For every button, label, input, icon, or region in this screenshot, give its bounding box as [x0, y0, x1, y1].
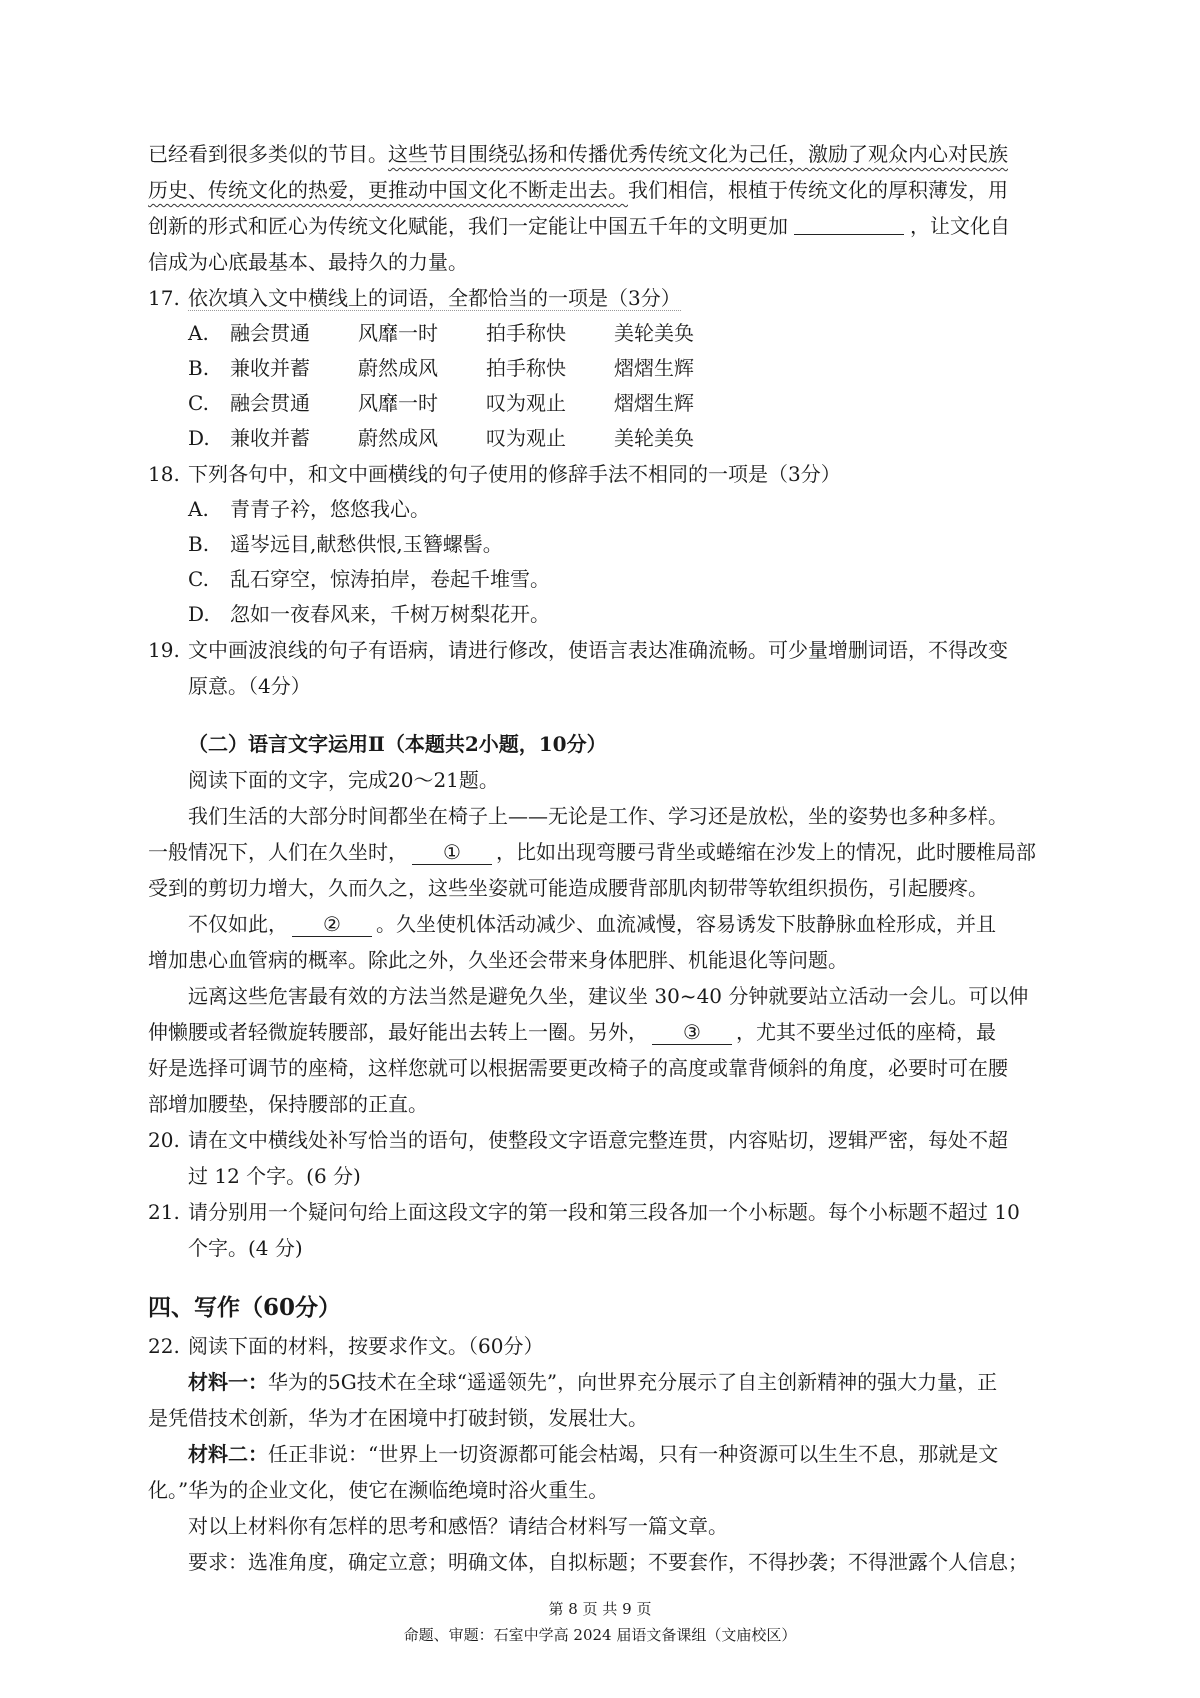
material-2-line2: 化。”华为的企业文化，使它在濒临绝境时浴火重生。 — [148, 1478, 609, 1502]
q17-option-a[interactable]: A. 融会贯通 风靡一时 拍手称快 美轮美奂 — [188, 321, 694, 345]
question-text: 文中画波浪线的句子有语病，请进行修改，使语言表达准确流畅。可少量增删词语，不得改变 — [188, 638, 1008, 662]
q18-option-a[interactable]: A. 青青子衿，悠悠我心。 — [188, 497, 430, 521]
material-label: 材料二： — [188, 1442, 268, 1466]
exam-page — [148, 136, 1063, 1580]
passage-p1-line1: 我们生活的大部分时间都坐在椅子上——无论是工作、学习还是放松，坐的姿势也多种多样。 — [188, 804, 1008, 828]
question-21 — [148, 1194, 1063, 1230]
blank-3[interactable]: ③ — [652, 1020, 732, 1045]
question-text: 下列各句中，和文中画横线的句子使用的修辞手法不相同的一项是（3分） — [188, 462, 841, 486]
wavy-sentence: 这些节目围绕弘扬和传播优秀传统文化为己任，激励了观众内心对民族 — [388, 142, 1008, 166]
question-number: 22. — [148, 1334, 180, 1358]
q17-option-d[interactable]: D. 兼收并蓄 蔚然成风 叹为观止 美轮美奂 — [188, 426, 694, 450]
q17-option-c[interactable]: C. 融会贯通 风靡一时 叹为观止 熠熠生辉 — [188, 391, 694, 415]
material-label: 材料一： — [188, 1370, 268, 1394]
question-21-cont: 个字。(4 分) — [188, 1236, 303, 1260]
blank-2[interactable]: ② — [292, 912, 372, 937]
passage-p3-line4: 部增加腰垫，保持腰部的正直。 — [148, 1092, 428, 1116]
intro-line-4: 信成为心底最基本、最持久的力量。 — [148, 250, 468, 274]
passage-p3-line1: 远离这些危害最有效的方法当然是避免久坐，建议坐 30~40 分钟就要站立活动一会儿。可以伸 — [188, 984, 1029, 1008]
footer-credit: 命题、审题：石室中学高 2024 届语文备课组（文庙校区） — [403, 1626, 797, 1644]
intro-line-1: 已经看到很多类似的节目。这些节目围绕弘扬和传播优秀传统文化为己任，激励了观众内心对民族 — [148, 142, 1008, 166]
q18-option-b[interactable]: B. 遥岑远目,献愁供恨,玉簪螺髻。 — [188, 532, 503, 556]
page-number: 第 8 页 共 9 页 — [548, 1600, 652, 1618]
material-2-line1: 材料二：任正非说：“世界上一切资源都可能会枯竭，只有一种资源可以生生不息，那就是文 — [188, 1442, 999, 1466]
question-19-cont: 原意。（4分） — [188, 674, 311, 698]
question-19 — [148, 632, 1063, 668]
question-22 — [148, 1328, 1063, 1364]
question-number: 21. — [148, 1200, 180, 1224]
passage-p3-line3: 好是选择可调节的座椅，这样您就可以根据需要更改椅子的高度或靠背倾斜的角度，必要时可在腰 — [148, 1056, 1008, 1080]
question-18 — [148, 456, 1063, 492]
answer-blank[interactable] — [794, 212, 904, 235]
question-number: 18. — [148, 462, 180, 486]
question-number: 17. — [148, 286, 180, 310]
writing-requirements: 要求：选准角度，确定立意；明确文体，自拟标题；不要套作，不得抄袭；不得泄露个人信息； — [188, 1550, 1028, 1574]
section-instruction: 阅读下面的文字，完成20～21题。 — [188, 768, 499, 792]
passage-p1-line3: 受到的剪切力增大，久而久之，这些坐姿就可能造成腰背部肌肉韧带等软组织损伤，引起腰疼。 — [148, 876, 988, 900]
material-1-line2: 是凭借技术创新，华为才在困境中打破封锁，发展壮大。 — [148, 1406, 648, 1430]
writing-prompt: 对以上材料你有怎样的思考和感悟？请结合材料写一篇文章。 — [188, 1514, 728, 1538]
question-text: 请在文中横线处补写恰当的语句，使整段文字语意完整连贯，内容贴切，逻辑严密，每处不超 — [188, 1128, 1008, 1152]
passage-p2-line2: 增加患心血管病的概率。除此之外，久坐还会带来身体肥胖、机能退化等问题。 — [148, 948, 848, 972]
question-text: 阅读下面的材料，按要求作文。（60分） — [188, 1334, 544, 1358]
passage-p1-line2: 一般情况下，人们在久坐时， ① ，比如出现弯腰弓背坐或蜷缩在沙发上的情况，此时腰椎局部 — [148, 840, 1036, 864]
q17-option-b[interactable]: B. 兼收并蓄 蔚然成风 拍手称快 熠熠生辉 — [188, 356, 694, 380]
section-title: （二）语言文字运用Ⅱ（本题共2小题，10分） — [188, 732, 607, 756]
material-1-line1: 材料一：华为的5G技术在全球“遥遥领先”，向世界充分展示了自主创新精神的强大力量，正 — [188, 1370, 998, 1394]
blank-1[interactable]: ① — [412, 840, 492, 865]
question-text: 请分别用一个疑问句给上面这段文字的第一段和第三段各加一个小标题。每个小标题不超过 10 — [188, 1200, 1020, 1224]
question-number: 20. — [148, 1128, 180, 1152]
question-text: 依次填入文中横线上的词语，全都恰当的一项是（3分） — [188, 286, 681, 310]
part-heading: 四、写作（60分） — [148, 1294, 342, 1321]
intro-line-2: 历史、传统文化的热爱，更推动中国文化不断走出去。我们相信，根植于传统文化的厚积薄发，用 — [148, 178, 1008, 202]
question-number: 19. — [148, 638, 180, 662]
wavy-sentence-end: 历史、传统文化的热爱，更推动中国文化不断走出去。 — [148, 178, 628, 202]
passage-p3-line2: 伸懒腰或者轻微旋转腰部，最好能出去转上一圈。另外， ③ ，尤其不要坐过低的座椅，最 — [148, 1020, 996, 1044]
question-17 — [148, 280, 1063, 316]
q18-option-d[interactable]: D. 忽如一夜春风来，千树万树梨花开。 — [188, 602, 550, 626]
intro-line-3: 创新的形式和匠心为传统文化赋能，我们一定能让中国五千年的文明更加 ，让文化自 — [148, 214, 1010, 238]
question-20-cont: 过 12 个字。(6 分) — [188, 1164, 361, 1188]
passage-p2-line1: 不仅如此， ② 。久坐使机体活动减少、血流减慢，容易诱发下肢静脉血栓形成，并且 — [188, 912, 996, 936]
q18-option-c[interactable]: C. 乱石穿空，惊涛拍岸，卷起千堆雪。 — [188, 567, 550, 591]
question-20 — [148, 1122, 1063, 1158]
